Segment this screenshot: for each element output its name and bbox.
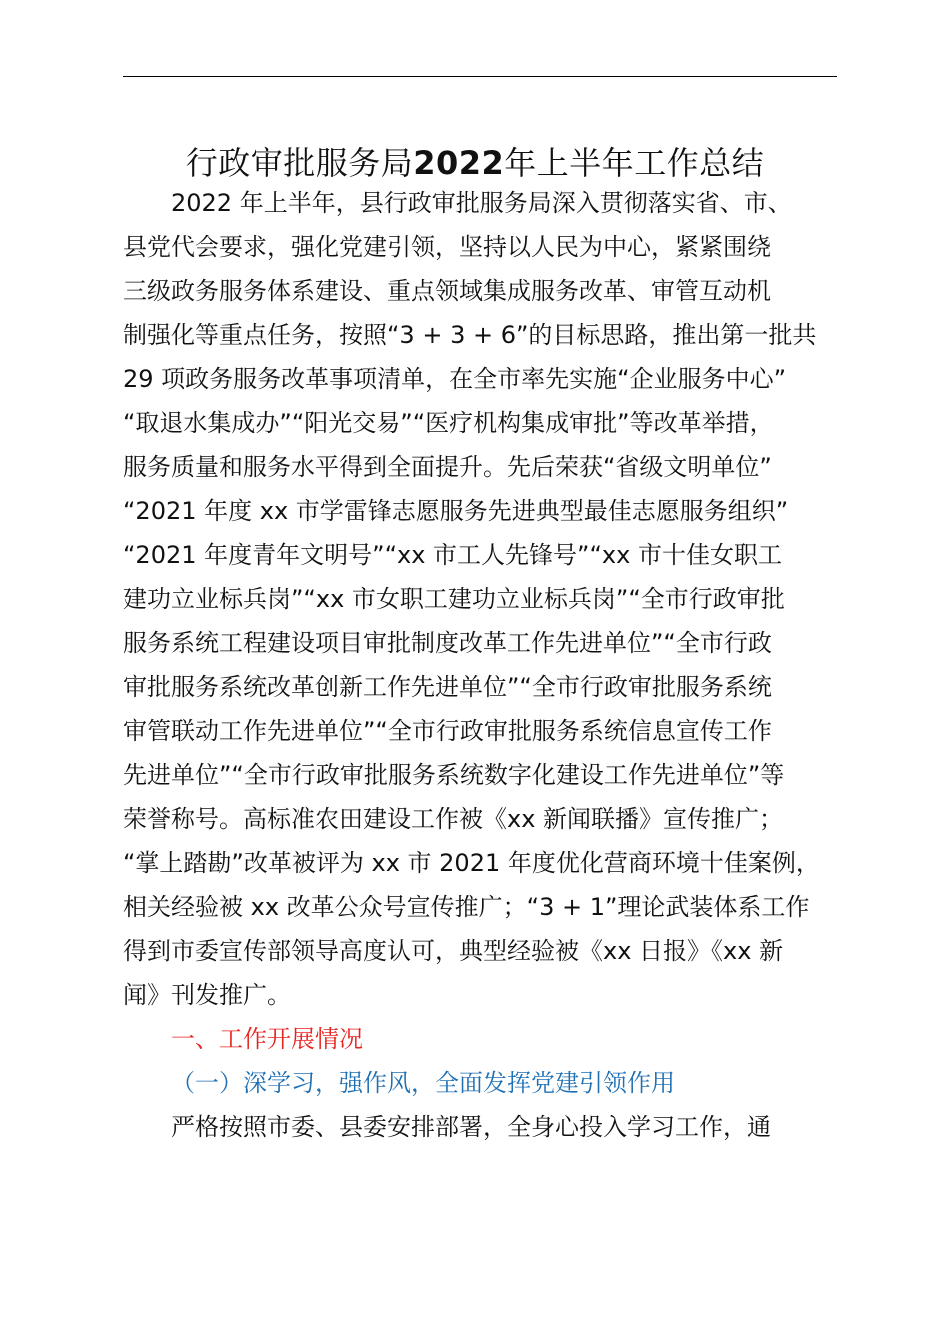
intro-line: “掌上踏勘”改革被评为 xx 市 2021 年度优化营商环境十佳案例，	[123, 849, 820, 877]
intro-line: 29 项政务服务改革事项清单，在全市率先实施“企业服务中心”	[123, 365, 787, 393]
intro-line: 制强化等重点任务，按照“3 + 3 + 6”的目标思路，推出第一批共	[123, 321, 817, 349]
intro-line: 得到市委宣传部领导高度认可，典型经验被《xx 日报》《xx 新	[123, 937, 784, 965]
intro-line: 县党代会要求，强化党建引领，坚持以人民为中心，紧紧围绕	[123, 233, 771, 261]
title-year: 2022	[413, 144, 505, 182]
intro-line: 建功立业标兵岗”“xx 市女职工建功立业标兵岗”“全市行政审批	[123, 585, 785, 613]
intro-line: 审批服务系统改革创新工作先进单位”“全市行政审批服务系统	[123, 673, 772, 701]
intro-line: 三级政务服务体系建设、重点领域集成服务改革、审管互动机	[123, 277, 771, 305]
subsection-heading: （一）深学习，强作风，全面发挥党建引领作用	[171, 1069, 675, 1097]
section-heading: 一、工作开展情况	[171, 1025, 363, 1053]
body-line: 严格按照市委、县委安排部署，全身心投入学习工作，通	[171, 1113, 771, 1141]
intro-line: 荣誉称号。高标准农田建设工作被《xx 新闻联播》宣传推广；	[123, 805, 784, 833]
intro-line: 相关经验被 xx 改革公众号宣传推广；“3 + 1”理论武装体系工作	[123, 893, 810, 921]
title-suffix: 年上半年工作总结	[504, 144, 765, 182]
intro-line: “取退水集成办”“阳光交易”“医疗机构集成审批”等改革举措，	[123, 409, 774, 437]
intro-line: 2022 年上半年，县行政审批服务局深入贯彻落实省、市、	[171, 189, 792, 217]
intro-line: 审管联动工作先进单位”“全市行政审批服务系统信息宣传工作	[123, 717, 772, 745]
document-title	[0, 138, 950, 188]
intro-line: “2021 年度 xx 市学雷锋志愿服务先进典型最佳志愿服务组织”	[123, 497, 789, 525]
intro-line: 先进单位”“全市行政审批服务系统数字化建设工作先进单位”等	[123, 761, 785, 789]
intro-line: 服务质量和服务水平得到全面提升。先后荣获“省级文明单位”	[123, 453, 772, 481]
title-prefix: 行政审批服务局	[185, 144, 414, 182]
intro-line: 闻》刊发推广。	[123, 981, 291, 1009]
intro-line: 服务系统工程建设项目审批制度改革工作先进单位”“全市行政	[123, 629, 772, 657]
header-rule	[123, 76, 837, 77]
intro-line: “2021 年度青年文明号”“xx 市工人先锋号”“xx 市十佳女职工	[123, 541, 782, 569]
